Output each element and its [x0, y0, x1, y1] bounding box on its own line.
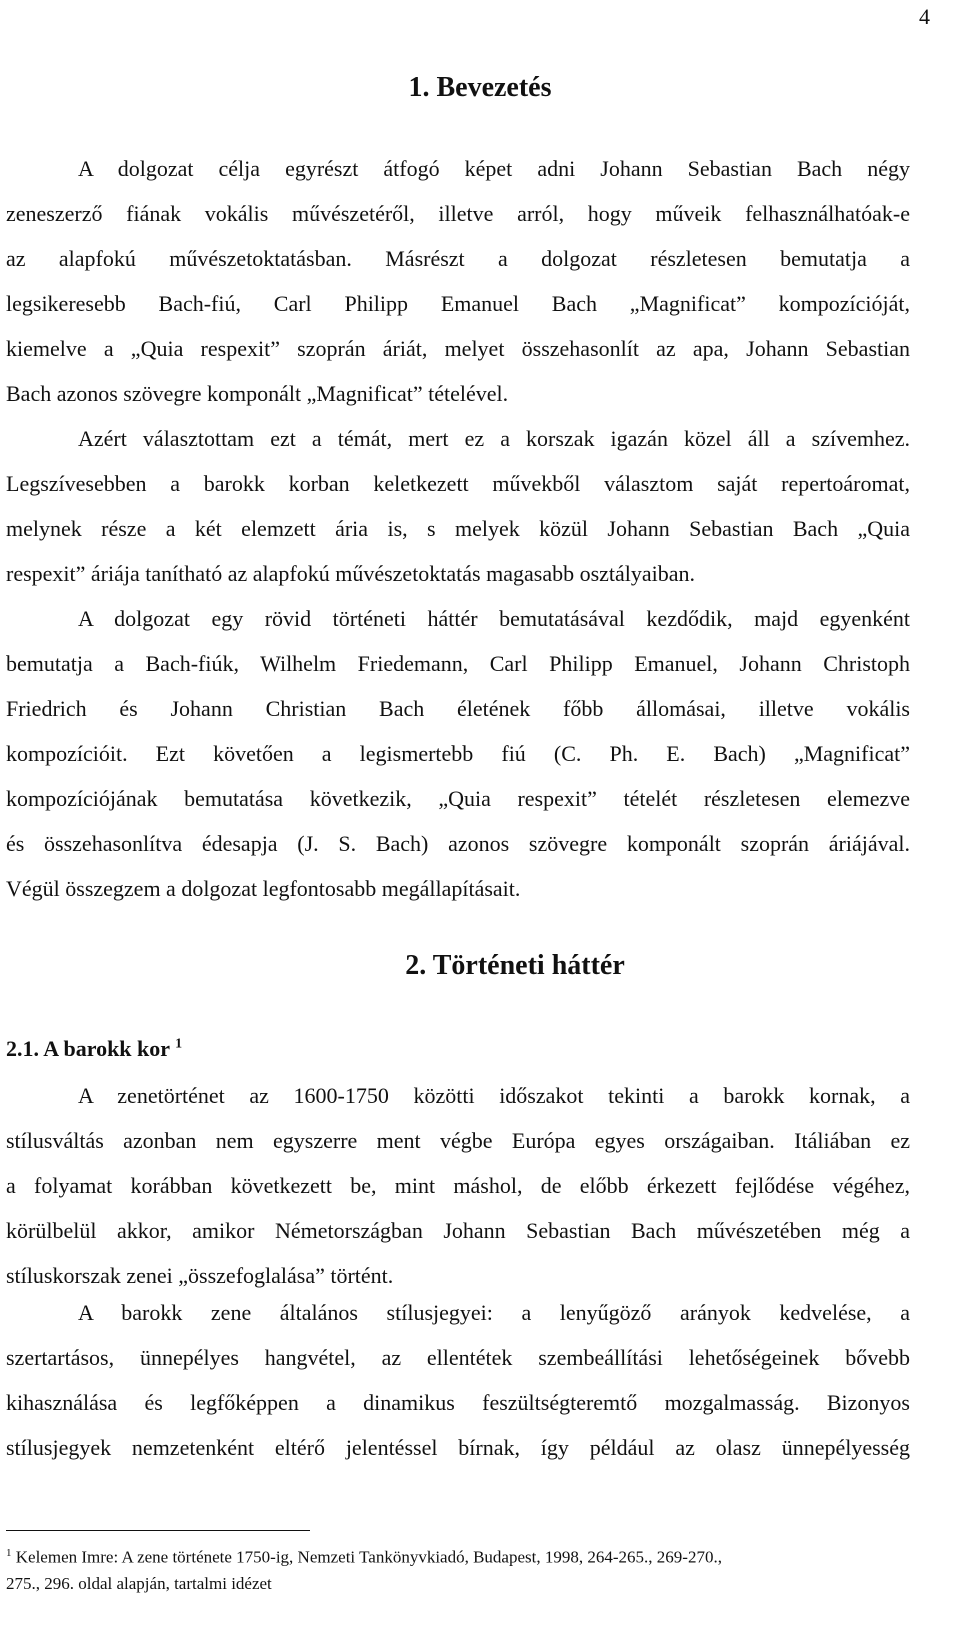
text-line: bemutatja a Bach-fiúk, Wilhelm Friedemann, Carl Philipp Emanuel, Johann Christoph	[6, 651, 910, 676]
chapter-heading-bevezetes: 1. Bevezetés	[408, 72, 552, 103]
text-line: A dolgozat célja egyrészt átfogó képet adni Johann Sebastian Bach négy	[78, 156, 910, 181]
page-number: 4	[919, 4, 930, 29]
text-line: Végül összegzem a dolgozat legfontosabb megállapításait.	[6, 876, 521, 901]
text-line: stíluskorszak zenei „összefoglalása” történt.	[6, 1263, 394, 1288]
text-line: kihasználása és legfőképpen a dinamikus feszültségteremtő mozgalmasság. Bizonyos	[6, 1390, 910, 1415]
footnote-text: Kelemen Imre: A zene története 1750-ig, Nemzeti Tankönyvkiadó, Budapest, 1998, 264-265., 269-270.,	[15, 1547, 722, 1567]
text-line: Azért választottam ezt a témát, mert ez a korszak igazán közel áll a szívemhez.	[78, 426, 910, 451]
text-line: legsikeresebb Bach-fiú, Carl Philipp Emanuel Bach „Magnificat” kompozícióját,	[6, 291, 910, 316]
section-heading-text: 2.1. A barokk kor	[6, 1036, 170, 1061]
footnote-line: 275., 296. oldal alapján, tartalmi idézet	[6, 1573, 272, 1593]
text-line: kompozíciójának bemutatása következik, „Quia respexit” tételét részletesen elemezve	[6, 786, 910, 811]
footnote-separator	[6, 1530, 310, 1531]
text-line: A zenetörténet az 1600-1750 közötti időszakot tekinti a barokk kornak, a	[78, 1083, 910, 1108]
text-line: és összehasonlítva édesapja (J. S. Bach) azonos szövegre komponált szoprán áriájával.	[6, 831, 910, 856]
paragraph-intro-2	[6, 416, 910, 596]
text-line: Friedrich és Johann Christian Bach életének főbb állomásai, illetve vokális	[6, 696, 910, 721]
text-line: körülbelül akkor, amikor Németországban Johann Sebastian Bach művészetében még a	[6, 1218, 910, 1243]
text-line: Legszívesebben a barokk korban keletkezett művekből választom saját repertoáromat,	[6, 471, 910, 496]
text-line: stílusjegyek nemzetenként eltérő jelentéssel bírnak, így például az olasz ünnepélyesség	[6, 1435, 910, 1460]
text-line: respexit” áriája tanítható az alapfokú művészetoktatás magasabb osztályaiban.	[6, 561, 696, 586]
text-line: zeneszerző fiának vokális művészetéről, illetve arról, hogy műveik felhasználhatóak-e	[6, 201, 910, 226]
footnote-ref: 1	[175, 1036, 183, 1052]
paragraph-barokk-2	[6, 1290, 910, 1470]
text-line: melynek része a két elemzett ária is, s melyek közül Johann Sebastian Bach „Quia	[6, 516, 910, 541]
text-line: kompozícióit. Ezt követően a legismertebb fiú (C. Ph. E. Bach) „Magnificat”	[6, 741, 910, 766]
text-line: Bach azonos szövegre komponált „Magnificat” tételével.	[6, 381, 509, 406]
text-line: stílusváltás azonban nem egyszerre ment végbe Európa egyes országaiban. Itáliában ez	[6, 1128, 910, 1153]
footnote-line	[6, 1540, 910, 1571]
text-line: a folyamat korábban következett be, mint máshol, de előbb érkezett fejlődése végéhez,	[6, 1173, 910, 1198]
text-line: szertartásos, ünnepélyes hangvétel, az ellentétek szembeállítási lehetőségeinek bővebb	[6, 1345, 910, 1370]
text-line: az alapfokú művészetoktatásban. Másrészt a dolgozat részletesen bemutatja a	[6, 246, 910, 271]
paragraph-barokk-1	[6, 1073, 910, 1298]
text-line: kiemelve a „Quia respexit” szoprán áriát, melyet összehasonlít az apa, Johann Sebastian	[6, 336, 910, 361]
section-heading-barokk-kor	[6, 1036, 182, 1062]
paragraph-intro-3	[6, 596, 910, 911]
paragraph-intro-1	[6, 146, 910, 416]
chapter-heading-torteneti-hatter: 2. Történeti háttér	[405, 950, 625, 981]
text-line: A dolgozat egy rövid történeti háttér bemutatásával kezdődik, majd egyenként	[78, 606, 910, 631]
footnote-marker: 1	[6, 1547, 12, 1559]
text-line: A barokk zene általános stílusjegyei: a lenyűgöző arányok kedvelése, a	[78, 1300, 910, 1325]
footnote	[6, 1540, 910, 1597]
